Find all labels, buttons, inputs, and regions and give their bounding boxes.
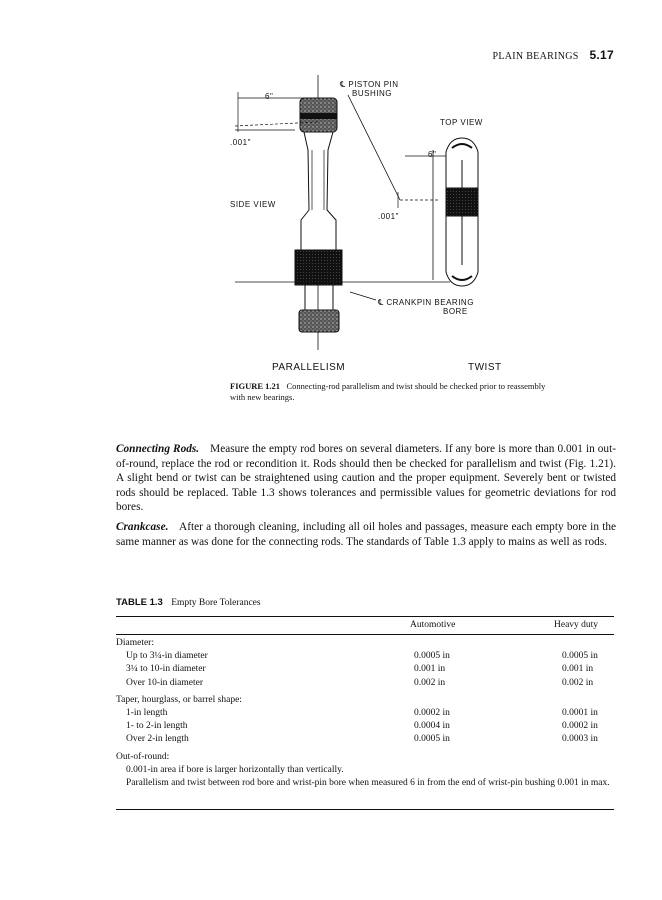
table-row [116,677,614,690]
cell-automotive: 0.001 in [414,664,446,675]
running-header [492,48,614,62]
label-6in-right: 6" [428,150,437,159]
label-twist: TWIST [468,362,502,373]
group-taper: Taper, hourglass, or barrel shape: [116,694,242,705]
rod-cap [299,310,339,332]
table-row [116,650,614,663]
parallelism-note [116,777,614,790]
table-bottom-rule [116,809,614,810]
cell-automotive: 0.002 in [414,677,446,688]
table-number: TABLE 1.3 [116,597,163,608]
runin-crankcase: Crankcase. [116,521,169,533]
table-row [116,751,614,764]
table-row [116,733,614,746]
table-row [116,720,614,733]
text-crankcase: After a thorough cleaning, including all oil holes and passages, measure each empty bore in the same manner as was done for the connecting rods. The standards of Table 1.3 apply to mains as well as rods. [116,521,617,548]
cell-heavy: 0.0002 in [562,721,598,732]
rod-beam [301,132,336,250]
figure-caption-text: Connecting-rod parallelism and twist should be checked prior to reassembly with new bearings. [230,381,546,402]
row-label: Over 2-in length [126,734,189,745]
table-header-row [116,616,614,633]
cell-automotive: 0.0004 in [414,721,450,732]
cell-heavy: 0.0005 in [562,651,598,662]
runin-connecting-rods: Connecting Rods. [116,443,200,455]
row-label: Over 10-in diameter [126,677,204,688]
top-view-bearing [446,188,478,216]
cell-heavy: 0.001 in [562,664,594,675]
label-crankpin-line2: BORE [443,307,468,316]
figure-number: FIGURE 1.21 [230,381,281,391]
table-caption: Empty Bore Tolerances [171,598,261,608]
cell-automotive: 0.0005 in [414,651,450,662]
paragraph-connecting-rods [116,442,616,515]
row-label: 3¼ to 10-in diameter [126,664,206,675]
table-row [116,764,614,777]
row-label: Up to 3¼-in diameter [126,651,208,662]
label-top-view: TOP VIEW [440,118,483,127]
paragraph-crankcase [116,520,616,549]
figure-connecting-rod [200,70,530,375]
label-piston-pin-line1: ℄ PISTON PIN [340,80,399,89]
parallelism-note-text: Parallelism and twist between rod bore and wrist-pin bore when measured 6 in from the end of wrist-pin bushing 0.001 in max. [126,777,610,788]
group-out-of-round: Out-of-round: [116,751,170,762]
row-label: 1-in length [126,707,168,718]
label-parallelism: PARALLELISM [272,362,346,373]
page-section-number: 5.17 [589,48,614,62]
cell-automotive: 0.0002 in [414,707,450,718]
table-row [116,663,614,676]
connecting-rod-diagram [200,70,530,375]
crankpin-end [295,250,342,285]
text-connecting-rods: Measure the empty rod bores on several diameters. If any bore is more than 0.001 in out-of-round, replace the rod or recondition it. Rods should then be checked for parallelism and twist (Fig. 1.21). A slight bend or twist can be straightened using caution and the proper equipment. Severely bent or twisted rods should be replaced. Table 1.3 shows tolerances and permissible values for geometric deviations for rod bores. [116,443,616,513]
label-6in-left: 6" [265,92,274,101]
table-row [116,694,614,707]
group-diameter: Diameter: [116,638,154,648]
label-crankpin-line1: ℄ CRANKPIN BEARING [378,298,474,307]
table-row [116,637,614,650]
running-title: PLAIN BEARINGS [492,51,579,62]
label-tol-left: .001" [230,138,251,147]
col-automotive: Automotive [410,620,456,630]
table-empty-bore-tolerances [116,616,614,790]
label-tol-right: .001" [378,212,399,221]
piston-pin-bushing-band [300,113,337,119]
table-title [116,597,261,608]
label-side-view: SIDE VIEW [230,200,276,209]
cell-heavy: 0.002 in [562,677,594,688]
table-row [116,707,614,720]
cell-heavy: 0.0003 in [562,734,598,745]
cell-heavy: 0.0001 in [562,707,598,718]
col-heavy-duty: Heavy duty [554,620,599,630]
cell-automotive: 0.0005 in [414,734,450,745]
figure-caption [230,381,550,403]
row-label: 1- to 2-in length [126,721,188,732]
label-piston-pin-line2: BUSHING [352,89,392,98]
out-of-round-note: 0.001-in area if bore is larger horizontally than vertically. [126,764,344,775]
